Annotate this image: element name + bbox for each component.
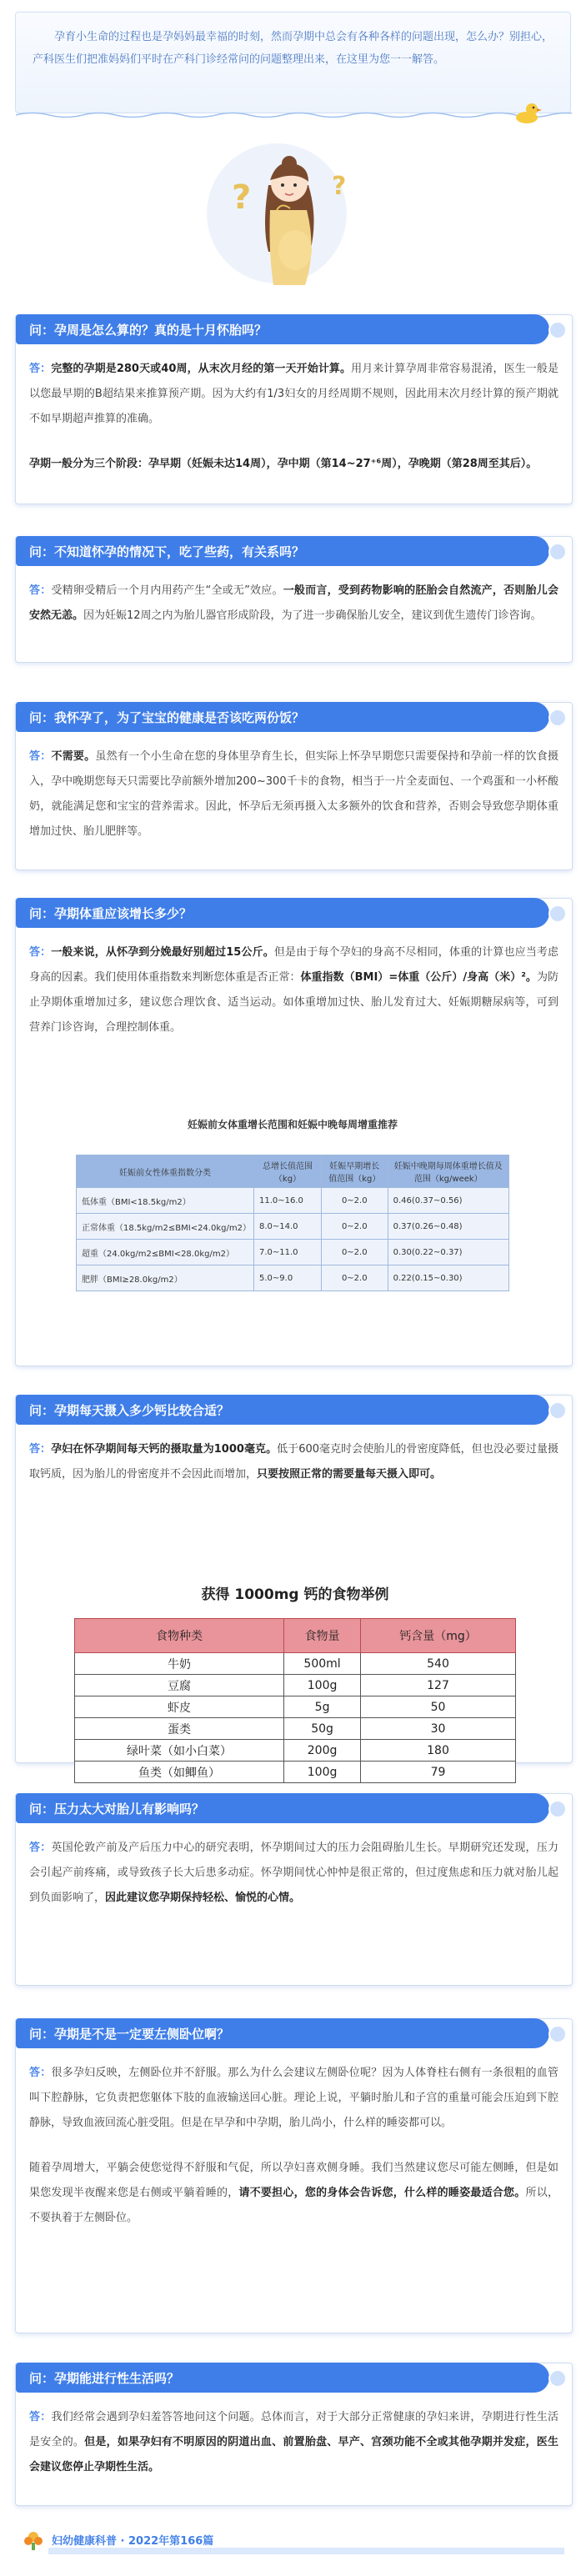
- answer-text: 很多孕妇反映，左侧卧位并不舒服。那么为什么会建议左侧卧位呢？因为人体脊柱右侧有一条很粗的血管叫下腔静脉，它负责把您躯体下肢的血液输送回心脏。理论上说，平躺时胎儿和子宫的重量可能会压迫到下腔静脉，导致血液回流心脏受阻。但是在早孕和中孕期，胎儿尚小，什么样的睡姿都可以。: [29, 2067, 558, 2129]
- question-title: 问：压力太大对胎儿有影响吗？: [29, 1802, 205, 1817]
- question-bar: [16, 1395, 572, 1426]
- table-header-cell: 钙含量（mg）: [361, 1619, 516, 1653]
- answer-text: 我们经常会遇到孕妇羞答答地问这个问题。总体而言，对于大部分正常健康的孕妇来讲，孕期进行性生活是安全的。: [29, 2411, 558, 2448]
- qa-section: [15, 2363, 573, 2506]
- table-cell: 7.0~11.0: [254, 1240, 322, 1265]
- table-cell: 蛋类: [75, 1718, 284, 1740]
- table-cell: 50g: [284, 1718, 361, 1740]
- table-cell: 0~2.0: [321, 1188, 388, 1214]
- table-header-cell: 妊娠早期增长值范围（kg）: [321, 1155, 388, 1188]
- table-cell: 超重（24.0kg/m2≤BMI<28.0kg/m2）: [77, 1240, 254, 1265]
- answer-label: 答：: [29, 750, 52, 763]
- table-cell: 鱼类（如鲫鱼）: [75, 1762, 284, 1783]
- table-cell: 79: [361, 1762, 516, 1783]
- table-cell: 豆腐: [75, 1675, 284, 1696]
- bubble-decoration: [548, 1401, 567, 1420]
- answer-text: 一般而言，受到药物影响的胚胎会自然流产，否则胎儿会安然无恙。: [29, 584, 558, 622]
- question-bar: [16, 536, 572, 568]
- table-cell: 100g: [284, 1762, 361, 1783]
- answer-label: 答：: [29, 1842, 52, 1854]
- answer-text: 用月来计算孕周非常容易混淆，医生一般是以您最早期的B超结果来推算预产期。因为大约有1/3妇女的月经周期不规则，因此用末次月经计算的预产期就不如早期超声推算的准确。: [29, 363, 558, 425]
- qa-section: [15, 536, 573, 663]
- table-cell: 0.22(0.15~0.30): [388, 1265, 508, 1291]
- answer-label: 答：: [29, 1443, 52, 1456]
- table-header-cell: 食物量: [284, 1619, 361, 1653]
- bubble-decoration: [548, 1800, 567, 1818]
- question-title: 问：不知道怀孕的情况下，吃了些药，有关系吗？: [29, 544, 305, 559]
- table-cell: 8.0~14.0: [254, 1214, 322, 1240]
- answer-body: [29, 2061, 558, 2231]
- question-bar: [16, 898, 572, 930]
- question-title: 问：孕期每天摄入多少钙比较合适？: [29, 1403, 230, 1418]
- table-cell: 5g: [284, 1696, 361, 1718]
- answer-label: 答：: [29, 2067, 52, 2079]
- question-title: 问：孕期是不是一定要左侧卧位啊？: [29, 2027, 230, 2042]
- question-bar: [16, 314, 572, 346]
- answer-text: 英国伦敦产前及产后压力中心的研究表明，怀孕期间过大的压力会阻碍胎儿生长。早期研究还发现，压力会引起产前疼痛，或导致孩子长大后患多动症。怀孕期间忧心忡忡是很正常的，但过度焦虑和压力就对胎儿起到负面影响了，: [29, 1842, 558, 1904]
- table-cell: 100g: [284, 1675, 361, 1696]
- table-row: [75, 1653, 516, 1675]
- answer-text: 低于600毫克时会使胎儿的骨密度降低，但也没必要过量摄取钙质，因为胎儿的骨密度并不会因此而增加，: [29, 1443, 558, 1481]
- qa-section: [15, 1793, 573, 1986]
- table-cell: 牛奶: [75, 1653, 284, 1675]
- answer-text: 因为妊娠12周之内为胎儿器官形成阶段，为了进一步确保胎儿安全，建议到优生遗传门诊咨询。: [83, 609, 542, 622]
- bubble-decoration: [548, 709, 567, 727]
- answer-body: [29, 744, 558, 844]
- footer-text: 妇幼健康科普 · 2022年第166篇: [52, 2535, 214, 2548]
- answer-text: 受精卵受精后一个月内用药产生“全或无”效应。: [51, 584, 283, 597]
- table-cell: 11.0~16.0: [254, 1188, 322, 1214]
- qa-section: [15, 1395, 573, 1780]
- table-row: [77, 1265, 509, 1291]
- answer-text: 因此建议您孕期保持轻松、愉悦的心情。: [105, 1892, 301, 1904]
- question-bar: [16, 2363, 572, 2394]
- table-row: [77, 1240, 509, 1265]
- table-header-cell: 食物种类: [75, 1619, 284, 1653]
- table-cell: 5.0~9.0: [254, 1265, 322, 1291]
- table-row: [77, 1214, 509, 1240]
- bubble-decoration: [548, 2369, 567, 2388]
- table-row: [75, 1740, 516, 1762]
- answer-label: 答：: [29, 946, 52, 959]
- table-header-row: [75, 1619, 516, 1653]
- answer-body: [29, 1437, 558, 1487]
- table-cell: 0~2.0: [321, 1265, 388, 1291]
- question-title: 问：我怀孕了，为了宝宝的健康是否该吃两份饭？: [29, 710, 305, 725]
- answer-text: 请不要担心，您的身体会告诉您，什么样的睡姿最适合您。: [238, 2187, 526, 2199]
- calcium-table: [74, 1582, 516, 1783]
- table-header-cell: 妊娠中晚期每周体重增长值及范围（kg/week）: [388, 1155, 508, 1188]
- bubble-decoration: [548, 2025, 567, 2043]
- answer-label: 答：: [29, 2411, 52, 2423]
- answer-text: 一般来说，从怀孕到分娩最好别超过15公斤。: [51, 946, 274, 959]
- bubble-decoration: [548, 905, 567, 923]
- table-cell: 绿叶菜（如小白菜）: [75, 1740, 284, 1762]
- table-cell: 0.46(0.37~0.56): [388, 1188, 508, 1214]
- table-header-cell: 总增长值范围（kg）: [254, 1155, 322, 1188]
- table-cell: 50: [361, 1696, 516, 1718]
- answer-text: 虽然有一个小生命在您的身体里孕育生长，但实际上怀孕早期您只需要保持和孕前一样的饮食摄入，孕中晚期您每天只需要比孕前额外增加200~300千卡的食物，相当于一片全麦面包、一个鸡蛋和一小杯酸奶，就能满足您和宝宝的营养需求。因此，怀孕后无须再摄入太多额外的饮食和营养，否则会导致您孕期体重增加过快、胎儿肥胖等。: [29, 750, 558, 838]
- answer-text: 但是由于每个孕妇的身高不尽相同，体重的计算也应当考虑身高的因素。我们使用体重指数来判断您体重是否正常：: [29, 946, 558, 984]
- table-cell: 200g: [284, 1740, 361, 1762]
- question-mark-icon: ?: [232, 178, 252, 217]
- qa-section: [15, 314, 573, 504]
- bubble-decoration: [548, 543, 567, 561]
- question-bar: [16, 702, 572, 734]
- table-cell: 低体重（BMI<18.5kg/m2）: [77, 1188, 254, 1214]
- answer-label: 答：: [29, 584, 52, 597]
- answer-text: 只要按照正常的需要量每天摄入即可。: [257, 1468, 442, 1481]
- question-mark-icon: ?: [332, 172, 347, 201]
- answer-body: [29, 940, 558, 1040]
- answer-text: 为防止孕期体重增加过多，建议您合理饮食、适当运动。如体重增加过快、胎儿发育过大、妊娠期糖尿病等，可到营养门诊咨询，合理控制体重。: [29, 971, 558, 1034]
- qa-section: [15, 2018, 573, 2333]
- table-cell: 540: [361, 1653, 516, 1675]
- table-cell: 0.37(0.26~0.48): [388, 1214, 508, 1240]
- question-bar: [16, 2018, 572, 2050]
- question-bar: [16, 1793, 572, 1825]
- answer-body: [29, 2405, 558, 2480]
- intro-box: [15, 12, 571, 113]
- table-cell: 肥胖（BMI≥28.0kg/m2）: [77, 1265, 254, 1291]
- flower-logo-icon: [22, 2529, 45, 2551]
- answer-text: 不需要。: [51, 750, 96, 763]
- question-title: 问：孕期能进行性生活吗？: [29, 2371, 180, 2386]
- table-row: [75, 1675, 516, 1696]
- table-title: 妊娠前女体重增长范围和妊娠中晚每周增重推荐: [187, 1119, 398, 1130]
- table-cell: 虾皮: [75, 1696, 284, 1718]
- intro-text: 孕育小生命的过程也是孕妈妈最幸福的时刻，然而孕期中总会有各种各样的问题出现，怎么办？别担心，产科医生们把准妈妈们平时在产科门诊经常问的问题整理出来，在这里为您一一解答。: [33, 31, 553, 66]
- table-cell: 180: [361, 1740, 516, 1762]
- answer-text: 孕期一般分为三个阶段：孕早期（妊娠未达14周），孕中期（第14~27⁺⁶周），孕晚期（第28周至其后）。: [29, 458, 538, 470]
- table-cell: 500ml: [284, 1653, 361, 1675]
- answer-text: 孕妇在怀孕期间每天钙的摄取量为1000毫克。: [51, 1443, 278, 1456]
- footer-banner: [15, 2524, 571, 2556]
- table-cell: 127: [361, 1675, 516, 1696]
- table-header-cell: 妊娠前女性体重指数分类: [77, 1155, 254, 1188]
- table-row: [75, 1762, 516, 1783]
- table-header-row: [77, 1155, 509, 1188]
- question-title: 问：孕期体重应该增长多少？: [29, 906, 193, 921]
- question-title: 问：孕周是怎么算的？真的是十月怀胎吗？: [29, 323, 268, 338]
- hero-illustration: [0, 113, 586, 297]
- footer-underline: [48, 2548, 564, 2554]
- qa-section: [15, 702, 573, 870]
- answer-body: [29, 1836, 558, 1911]
- answer-body: [29, 579, 558, 629]
- table-cell: 0.30(0.22~0.37): [388, 1240, 508, 1265]
- table-row: [77, 1188, 509, 1214]
- answer-text: 完整的孕期是280天或40周，从末次月经的第一天开始计算。: [51, 363, 352, 375]
- answer-body: [29, 357, 558, 477]
- bubble-decoration: [548, 321, 567, 339]
- answer-label: 答：: [29, 363, 52, 375]
- weight-gain-table: [76, 1117, 509, 1291]
- table-cell: 正常体重（18.5kg/m2≤BMI<24.0kg/m2）: [77, 1214, 254, 1240]
- table-cell: 0~2.0: [321, 1214, 388, 1240]
- table-cell: 30: [361, 1718, 516, 1740]
- table-row: [75, 1696, 516, 1718]
- answer-text: 随着孕周增大，平躺会使您觉得不舒服和气促，所以孕妇喜欢侧身睡。我们当然建议您尽可能左侧睡，但是如果您发现半夜醒来您是右侧或平躺着睡的，: [29, 2162, 558, 2199]
- answer-text: 体重指数（BMI）=体重（公斤）/身高（米）²。: [300, 971, 537, 984]
- answer-text: 但是，如果孕妇有不明原因的阴道出血、前置胎盘、早产、宫颈功能不全或其他孕期并发症，医生会建议您停止孕期性生活。: [29, 2436, 558, 2473]
- answer-text: 所以，不要执着于左侧卧位。: [29, 2187, 558, 2224]
- pregnant-woman-icon: [243, 152, 335, 289]
- qa-section: [15, 898, 573, 1366]
- table-row: [75, 1718, 516, 1740]
- table-title: 获得 1000mg 钙的食物举例: [201, 1586, 389, 1603]
- table-cell: 0~2.0: [321, 1240, 388, 1265]
